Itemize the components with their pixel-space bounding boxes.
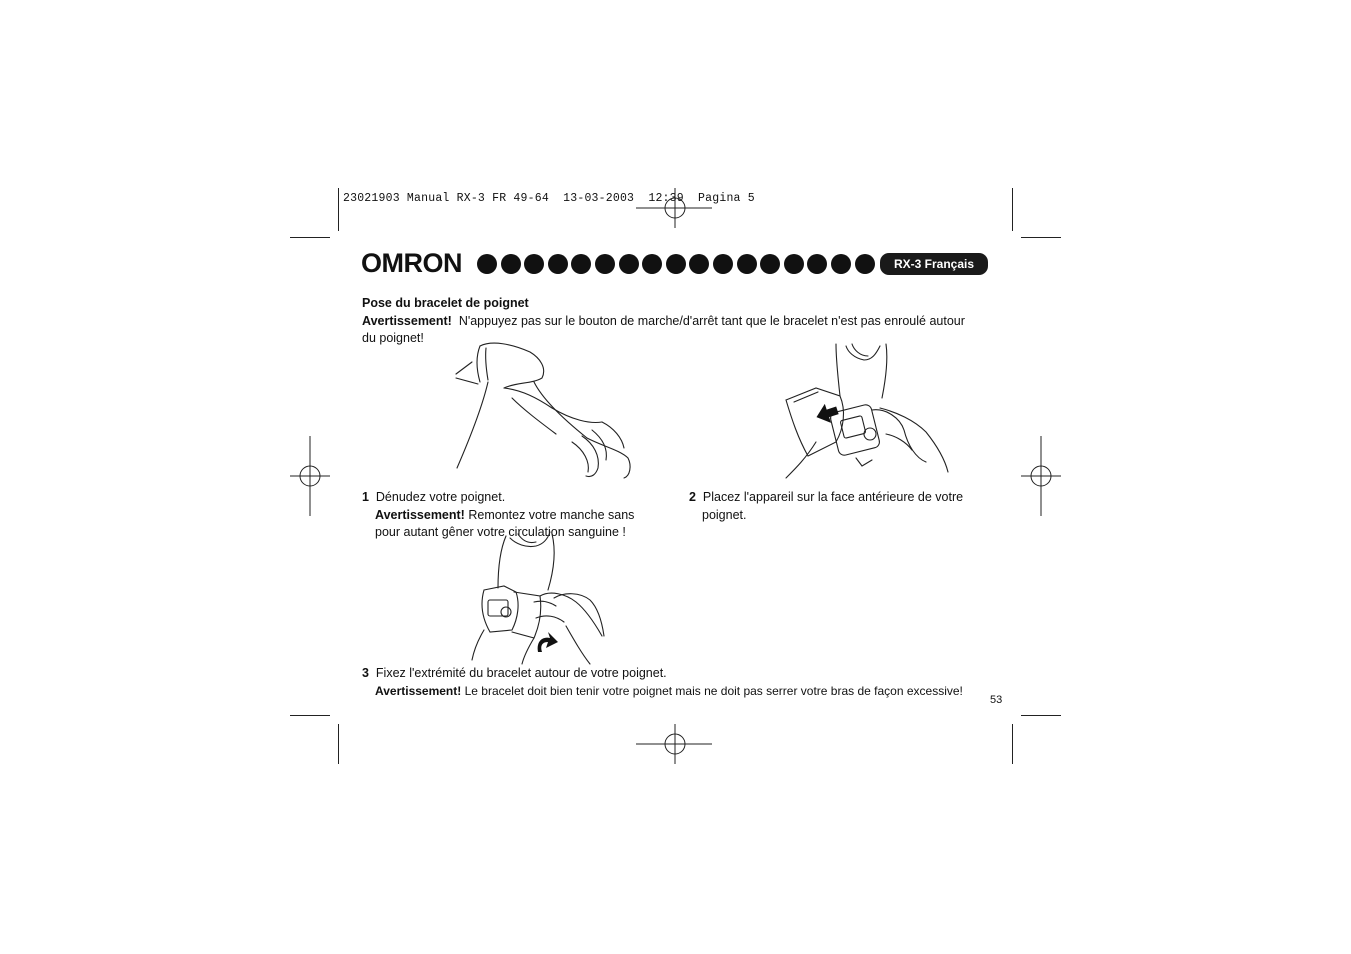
crop-mark-tr-v (1012, 188, 1013, 231)
step-1-number: 1 (362, 490, 369, 504)
step-3 (362, 665, 667, 682)
header-dot (807, 254, 827, 274)
step-1-warning-line-1 (375, 507, 634, 524)
step-1 (362, 489, 505, 506)
registration-mark-right (1021, 436, 1061, 516)
intro-warning-line-2: du poignet! (362, 331, 424, 345)
crop-mark-bl-h (290, 715, 330, 716)
illustration-wrap-cuff (470, 530, 610, 668)
language-badge: RX-3 Français (880, 253, 988, 275)
header-dot (548, 254, 568, 274)
step-1-warning-line-2: pour autant gêner votre circulation sanguine ! (375, 525, 626, 539)
intro-warning-line-1 (362, 313, 965, 330)
page-number: 53 (990, 694, 1003, 706)
registration-mark-bottom (636, 724, 716, 764)
step-2-text-line-2: poignet. (702, 508, 747, 522)
step-3-warning-label: Avertissement! (375, 684, 462, 698)
header-dot-row (477, 254, 881, 274)
crop-mark-br-v (1012, 724, 1013, 764)
header-dot (784, 254, 804, 274)
step-1-warning-label: Avertissement! (375, 508, 465, 522)
crop-mark-tl-v (338, 188, 339, 231)
illustration-bare-wrist (452, 338, 637, 483)
step-3-text: Fixez l'extrémité du bracelet autour de votre poignet. (375, 666, 667, 680)
header-dot (642, 254, 662, 274)
step-1-text: Dénudez votre poignet. (375, 490, 506, 504)
step-2-text: Placez l'appareil sur la face antérieure de votre (702, 490, 964, 504)
header-dot (737, 254, 757, 274)
step-2-number: 2 (689, 490, 696, 504)
brand-logo (361, 250, 469, 281)
warning-label: Avertissement! (362, 314, 452, 328)
printer-slug: 23021903 Manual RX-3 FR 49-64 13-03-2003 12:39 Pagina 5 (343, 192, 755, 205)
header-dot (760, 254, 780, 274)
header-dot (524, 254, 544, 274)
step-3-warning (375, 683, 963, 700)
crop-mark-tr-h (1021, 237, 1061, 238)
step-2 (689, 489, 963, 506)
header-dot (571, 254, 591, 274)
step-3-warning-text: Le bracelet doit bien tenir votre poignet mais ne doit pas serrer votre bras de façon excessive! (464, 684, 963, 698)
illustration-device-on-wrist (776, 338, 956, 483)
header-dot (666, 254, 686, 274)
step-1-warning-text: Remontez votre manche sans (468, 508, 635, 522)
header-dot (831, 254, 851, 274)
svg-text:OMRON: OMRON (361, 248, 462, 278)
header-dot (619, 254, 639, 274)
step-3-number: 3 (362, 666, 369, 680)
crop-mark-bl-v (338, 724, 339, 764)
warning-text: N'appuyez pas sur le bouton de marche/d'arrêt tant que le bracelet n'est pas enroulé autour (458, 314, 965, 328)
header-dot (595, 254, 615, 274)
crop-mark-br-h (1021, 715, 1061, 716)
section-title: Pose du bracelet de poignet (362, 296, 529, 310)
header-dot (689, 254, 709, 274)
header-dot (855, 254, 875, 274)
crop-mark-tl-h (290, 237, 330, 238)
registration-mark-left (290, 436, 330, 516)
header-dot (501, 254, 521, 274)
header-dot (477, 254, 497, 274)
header-dot (713, 254, 733, 274)
